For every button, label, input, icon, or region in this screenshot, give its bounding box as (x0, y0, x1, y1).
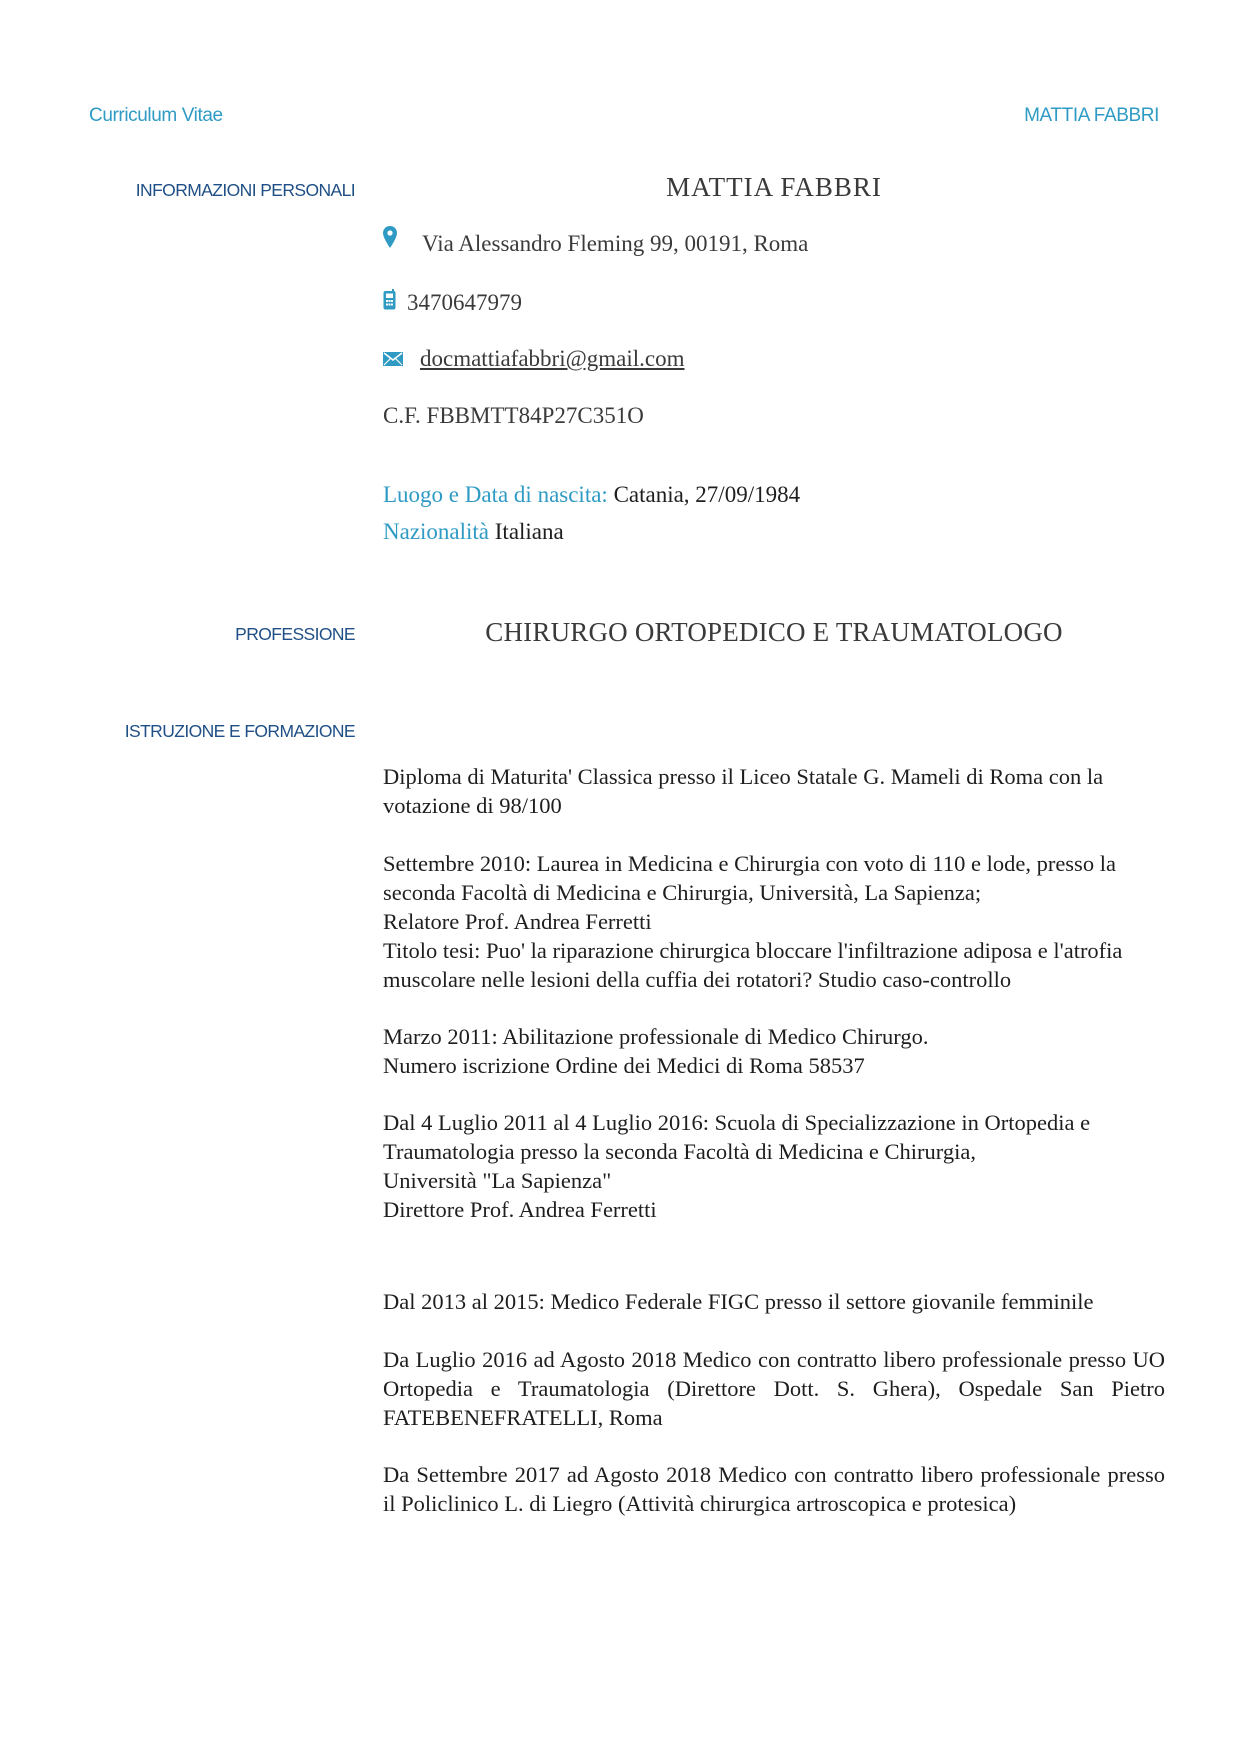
header-curriculum-vitae: Curriculum Vitae (89, 105, 223, 126)
education-text: Numero iscrizione Ordine dei Medici di Roma 58537 (383, 1053, 865, 1078)
section-label-personal: INFORMAZIONI PERSONALI (135, 180, 355, 200)
education-entry (383, 849, 1165, 994)
education-text: Settembre 2010: Laurea in Medicina e Chirurgia con voto di 110 e lode, presso la seconda Facoltà di Medicina e Chirurgia, Università, La Sapienza; (383, 851, 1116, 905)
person-name: MATTIA FABBRI (666, 172, 882, 202)
address-text: Via Alessandro Fleming 99, 00191, Roma (422, 231, 809, 256)
nationality-row (383, 519, 564, 545)
birth-row (383, 482, 800, 508)
education-text: Relatore Prof. Andrea Ferretti (383, 909, 652, 934)
education-entry (383, 1108, 1165, 1224)
email-row (383, 346, 685, 372)
section-label-education: ISTRUZIONE E FORMAZIONE (124, 721, 355, 741)
education-text: Diploma di Maturita' Classica presso il Liceo Statale G. Mameli di Roma con la votazione di 98/100 (383, 764, 1104, 818)
header-name: MATTIA FABBRI (1024, 105, 1159, 126)
education-entry (383, 1022, 1165, 1080)
phone-row (383, 289, 522, 316)
address-row (383, 231, 808, 257)
phone-text: 3470647979 (407, 289, 522, 315)
education-text: Titolo tesi: Puo' la riparazione chirurgica bloccare l'infiltrazione adiposa e l'atrofia muscolare nelle lesioni della cuffia dei rotatori? Studio caso-controllo (383, 938, 1123, 992)
nationality-value: Italiana (494, 519, 564, 544)
education-entry (383, 1460, 1165, 1518)
envelope-icon (383, 346, 403, 372)
profession-title: CHIRURGO ORTOPEDICO E TRAUMATOLOGO (485, 617, 1063, 647)
education-entry (383, 762, 1165, 820)
education-entry (383, 1345, 1165, 1432)
education-text: Dal 2013 al 2015: Medico Federale FIGC presso il settore giovanile femminile (383, 1289, 1094, 1314)
birth-label: Luogo e Data di nascita: (383, 482, 608, 507)
section-label-profession: PROFESSIONE (235, 624, 355, 644)
fiscal-code: C.F. FBBMTT84P27C351O (383, 403, 644, 428)
education-text: Da Settembre 2017 ad Agosto 2018 Medico con contratto libero professionale presso il Policlinico L. di Liegro (Attività chirurgica artroscopica e protesica) (383, 1462, 1165, 1516)
education-text: Direttore Prof. Andrea Ferretti (383, 1197, 657, 1222)
birth-value: Catania, 27/09/1984 (613, 482, 801, 507)
nationality-label: Nazionalità (383, 519, 490, 544)
education-text: Dal 4 Luglio 2011 al 4 Luglio 2016: Scuola di Specializzazione in Ortopedia e Traumatologia presso la seconda Facoltà di Medicina e Chirurgia, (383, 1110, 1091, 1164)
education-text: Da Luglio 2016 ad Agosto 2018 Medico con contratto libero professionale presso UO Ortopedia e Traumatologia (Direttore Dott. S. Ghera), Ospedale San Pietro FATEBENEFRATELLI, Roma (383, 1347, 1165, 1430)
education-text: Marzo 2011: Abilitazione professionale di Medico Chirurgo. (383, 1024, 929, 1049)
education-entry (383, 1287, 1165, 1316)
email-link[interactable]: docmattiafabbri@gmail.com (420, 346, 685, 371)
map-pin-icon (383, 226, 401, 254)
education-text: Università "La Sapienza" (383, 1168, 612, 1193)
mobile-phone-icon (383, 289, 397, 316)
